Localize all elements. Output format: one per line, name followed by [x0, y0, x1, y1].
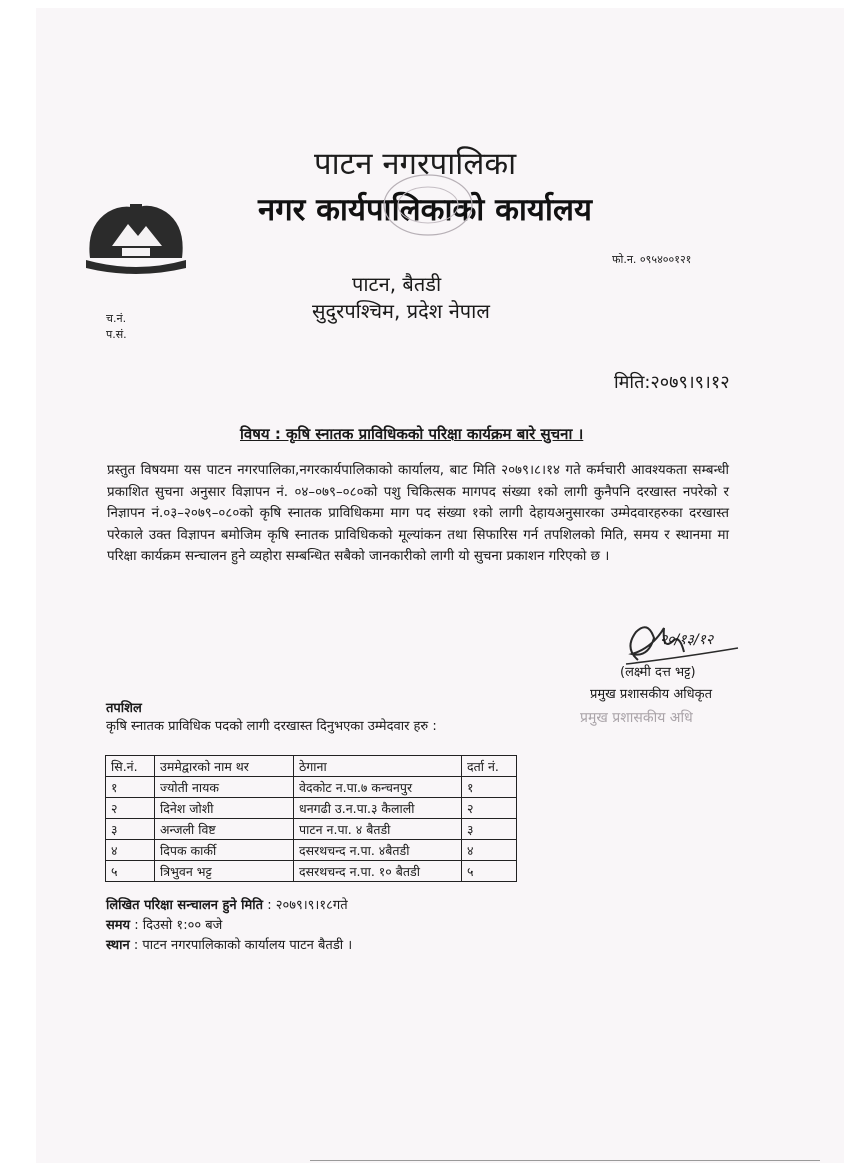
- column-header-name: उममेद्वारको नाम थर: [155, 756, 294, 777]
- registration-cell: २: [462, 798, 517, 819]
- exam-place-label: स्थान: [106, 938, 130, 953]
- exam-date-line: [106, 895, 348, 913]
- exam-place-value: : पाटन नगरपालिकाको कार्यालय पाटन बैतडी ।: [129, 938, 353, 953]
- column-header-registration: दर्ता नं.: [462, 756, 517, 777]
- address-cell: वेदकोट न.पा.७ कन्चनपुर: [294, 777, 462, 798]
- exam-place-line: [106, 935, 352, 953]
- name-cell: ज्योती नायक: [155, 777, 294, 798]
- registration-cell: ५: [462, 861, 517, 882]
- address-cell: दसरथचन्द न.पा. ४बैतडी: [294, 840, 462, 861]
- registration-cell: १: [462, 777, 517, 798]
- table-row: [106, 819, 517, 840]
- table-row: [106, 798, 517, 819]
- table-row: [106, 840, 517, 861]
- designation-stamp: प्रमुख प्रशासकीय अधि: [580, 710, 693, 726]
- registration-cell: ३: [462, 819, 517, 840]
- signatory-name: (लक्ष्मी दत्त भट्ट): [620, 665, 696, 680]
- exam-time-label: समय: [106, 918, 131, 933]
- serial-cell: ३: [106, 819, 155, 840]
- table-row: [106, 777, 517, 798]
- exam-time-value: : दिउसो १:०० बजे: [130, 918, 223, 933]
- phone-number: फो.न. ०९५४००१२१: [612, 253, 692, 266]
- exam-date-label: लिखित परिक्षा सन्चालन हुने मिति: [106, 898, 264, 913]
- office-name: नगर कार्यपालिकाको कार्यालय: [258, 192, 592, 228]
- signatory-title: प्रमुख प्रशासकीय अधिकृत: [590, 687, 713, 702]
- exam-date-value: : २०७९।९।१८गते: [263, 898, 348, 913]
- bottom-divider: [310, 1160, 820, 1161]
- table-row: [106, 861, 517, 882]
- exam-time-line: [106, 915, 222, 933]
- office-seal-stamp: [378, 170, 478, 240]
- table-header-row: [106, 756, 517, 777]
- address-cell: दसरथचन्द न.पा. १० बैतडी: [294, 861, 462, 882]
- column-header-address: ठेगाना: [294, 756, 462, 777]
- serial-cell: ४: [106, 840, 155, 861]
- signature-date: २०/१३/१२: [660, 632, 714, 648]
- serial-cell: ५: [106, 861, 155, 882]
- municipality-name: पाटन नगरपालिका: [314, 146, 517, 182]
- subject-line: विषय : कृषि स्नातक प्राविधिकको परिक्षा कार्यक्रम बारे सुचना ।: [240, 425, 584, 443]
- name-cell: त्रिभुवन भट्ट: [155, 861, 294, 882]
- address-cell: पाटन न.पा. ४ बैतडी: [294, 819, 462, 840]
- registration-cell: ४: [462, 840, 517, 861]
- name-cell: दिनेश जोशी: [155, 798, 294, 819]
- address-line-2: सुदुरपश्चिम, प्रदेश नेपाल: [312, 299, 490, 323]
- column-header-serial: सि.नं.: [106, 756, 155, 777]
- reference-number-label: च.नं.: [106, 312, 127, 325]
- candidates-table: [105, 755, 517, 882]
- name-cell: अन्जली विष्ट: [155, 819, 294, 840]
- serial-cell: १: [106, 777, 155, 798]
- nepal-emblem-icon: [82, 196, 190, 280]
- name-cell: दिपक कार्की: [155, 840, 294, 861]
- letter-number-label: प.सं.: [106, 328, 127, 341]
- notice-body: प्रस्तुत विषयमा यस पाटन नगरपालिका,नगरकार्यपालिकाको कार्यालय, बाट मिति २०७९।८।१४ गते कर्मचारी आवश्यकता सम्बन्धी प्रकाशित सुचना अनुसार विज्ञापन नं. ०४–०७९–०८०को पशु चिकित्सक मागपद संख्या १को लागी कुनैपनि दरखास्त नपरेको र निज्ञापन नं.०३–२०७९–०८०को कृषि स्नातक प्राविधिकमा माग पद संख्या १को लागी देहायअनुसारका उम्मेदवारहरुका दरखास्त परेकाले उक्त विज्ञापन बमोजिम कृषि स्नातक प्राविधिकको मूल्यांकन तथा सिफारिस गर्न तपशिलको मिति, समय र स्थानमा मा परिक्षा कार्यक्रम सन्चालन हुने व्यहोरा सम्बन्धित सबैको जानकारीको लागी यो सुचना प्रकाशन गरिएको छ ।: [107, 463, 729, 564]
- address-line-1: पाटन, बैतडी: [352, 272, 442, 296]
- serial-cell: २: [106, 798, 155, 819]
- letter-date: मिति:२०७९।९।१२: [614, 372, 730, 393]
- schedule-heading: तपशिल: [106, 701, 142, 716]
- schedule-intro: कृषि स्नातक प्राविधिक पदको लागी दरखास्त दिनुभएका उम्मेदवार हरु :: [106, 719, 437, 734]
- address-cell: धनगढी उ.न.पा.३ कैलाली: [294, 798, 462, 819]
